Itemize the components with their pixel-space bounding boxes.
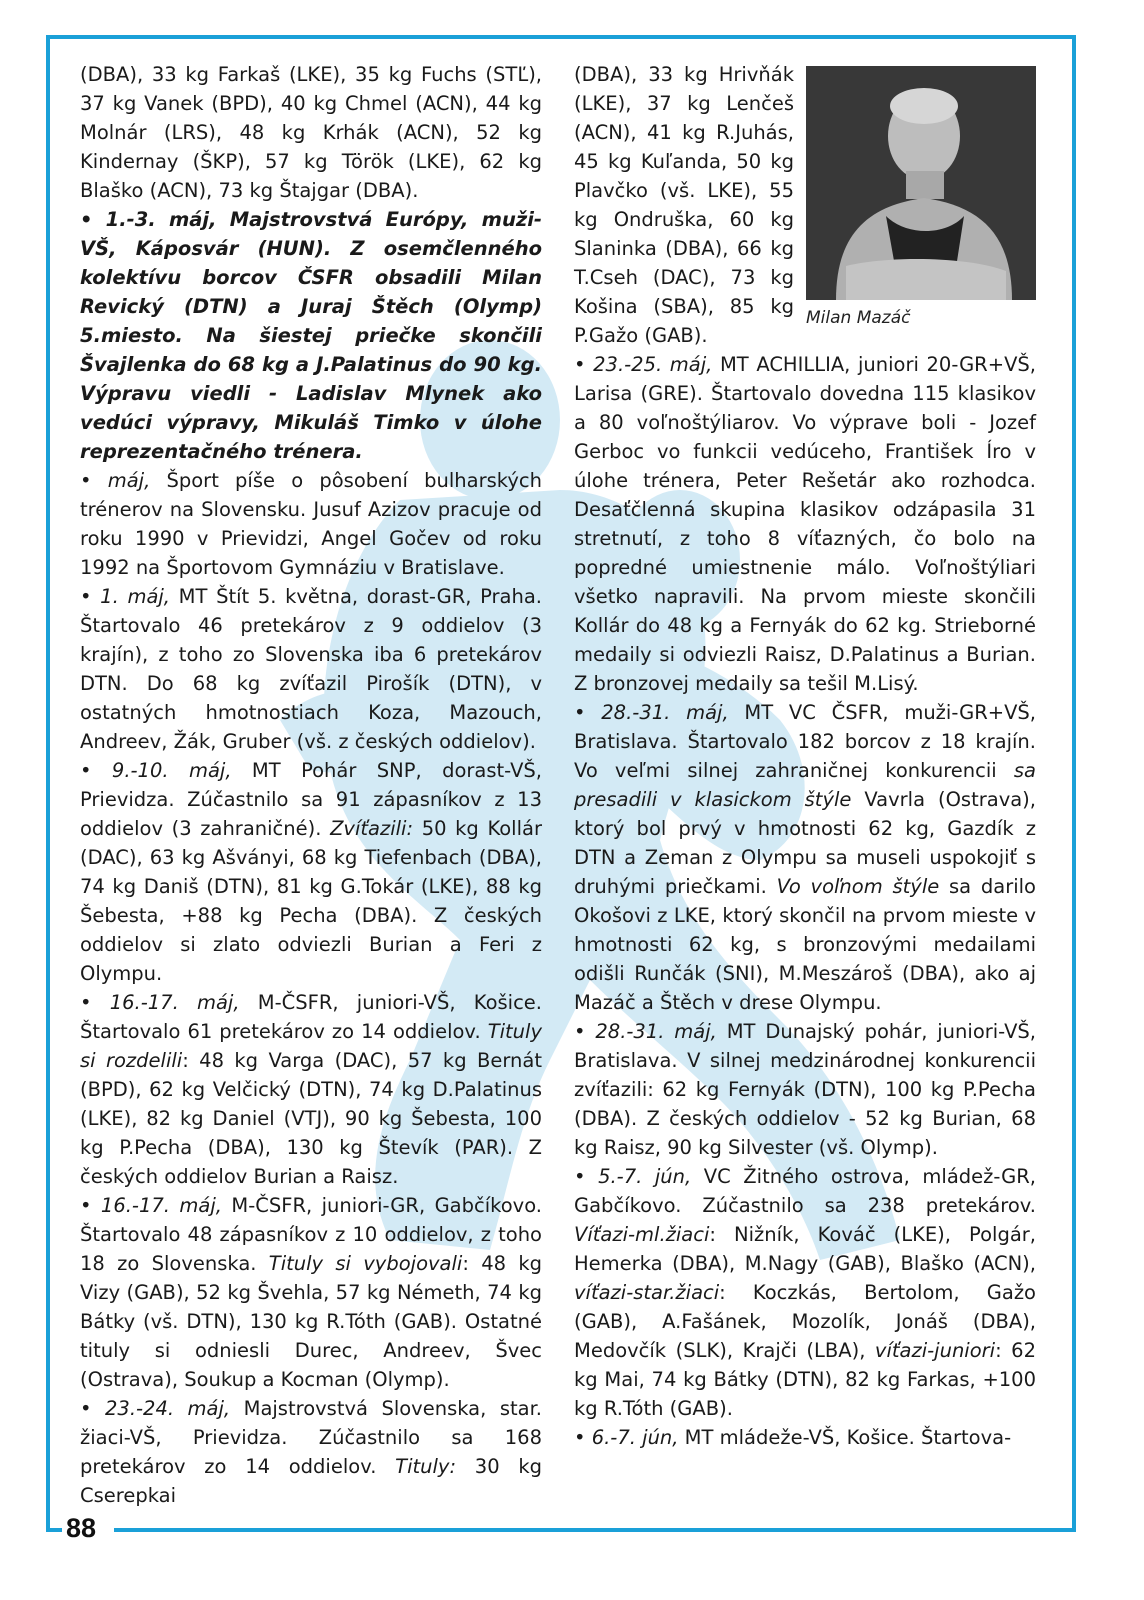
text-run: 50 kg Kollár (DAC), 63 kg Ašványi, 68 kg Tiefenbach (DBA), 74 kg Daniš (DTN), 81 kg G.Tokár (LKE), 88 kg Šebesta, +88 kg Pecha (DBA). Z českých oddielov si zlato odviezli Burian a Feri z Olympu. [80,817,542,985]
photo-caption: Milan Mazáč [806,308,911,328]
right-paragraph [574,1162,1036,1423]
text-run: • [574,1426,592,1449]
right-column [574,60,1036,1452]
text-run: 23.-25. máj, [593,353,713,376]
text-run: Tituly si rozdelili [80,1020,542,1072]
text-run: : 62 kg Mai, 74 kg Bátky (DTN), 82 kg Farkas, +100 kg R.Tóth (GAB). [574,1339,1036,1420]
text-run: MT Dunajský pohár, juniori-VŠ, Bratislava. V silnej medzinárodnej konkurencii zvíťazili: 62 kg Fernyák (DTN), 100 kg P.Pecha (DBA). Z českých oddielov - 52 kg Burian, 68 kg Raisz, 90 kg Silvester (vš. Olymp). [574,1020,1036,1159]
text-run: máj, [107,469,151,492]
text-run: 30 kg Cserepkai [80,1455,543,1507]
left-paragraph [80,582,542,756]
text-run: • [574,1165,599,1188]
text-run: Tituly si vybojovali [268,1252,463,1275]
page-number: 88 [66,1513,97,1543]
text-run: • 1.-3. máj, Majstrovstvá Európy, muži-VŠ, Káposvár (HUN). Z osemčlenného kolektívu borcov ČSFR obsadili Milan Revický (DTN) a Juraj Štěch (Olymp) 5.miesto. Na šiestej priečke skončili Švajlenka do 68 kg a J.Palatinus do 90 kg. Výpravu viedli - Ladislav Mlynek ako vedúci výpravy, Mikuláš Timko v úlohe reprezentačného trénera. [80,208,542,463]
text-run: : 48 kg Varga (DAC), 57 kg Bernát (BPD), 62 kg Velčický (DTN), 74 kg D.Palatinus (LKE), 82 kg Daniel (VTJ), 90 kg Šebesta, 100 kg P.Pecha (DBA), 130 kg Števík (PAR). Z českých oddielov Burian a Raisz. [80,1049,542,1188]
text-run: • [80,1397,105,1420]
text-run: víťazi-juniori [874,1339,996,1362]
text-run: 28.-31. máj, [601,701,729,724]
text-run: MT ACHILLIA, juniori 20-GR+VŠ, Larisa (GRE). Štartovalo dovedna 115 klasikov a 80 voľnoštýliarov. Vo výprave boli - Jozef Gerboc vo funkcii vedúceho, František Íro v úlohe trénera, Peter Rešetár ako rozhodca. Desaťčlenná skupina klasikov odzápasila 31 stretnutí, z toho 8 víťazných, čo bolo na popredné umiestnenie málo. Voľnoštýliari všetko napravili. Na prvom mieste skončili Kollár do 48 kg a Fernyák do 62 kg. Strieborné medaily si odviezli Raisz, D.Palatinus a Burian. Z bronzovej medaily sa tešil M.Lisý. [574,353,1036,695]
text-run: M-ČSFR, juniori-VŠ, Košice. Štartovalo 61 pretekárov zo 14 oddielov. [80,991,542,1043]
portrait-photo [806,66,1036,300]
text-run: : 48 kg Vizy (GAB), 52 kg Švehla, 57 kg Németh, 74 kg Bátky (vš. DTN), 130 kg R.Tóth (GAB). Ostatné tituly si odniesli Durec, Andreev, Švec (Ostrava), Soukup a Kocman (Olymp). [80,1252,542,1391]
text-run: 9.-10. máj, [111,759,232,782]
left-paragraph [80,205,542,466]
left-paragraph [80,988,542,1191]
text-run: MT mládeže-VŠ, Košice. Štartova- [678,1426,1012,1449]
text-run: 16.-17. máj, [100,1194,222,1217]
text-run: 5.-7. jún, [598,1165,692,1188]
text-run: Vo voľnom štýle [776,875,940,898]
text-run: 23.-24. máj, [105,1397,231,1420]
right-paragraph [574,350,1036,698]
text-run: (DBA), 33 kg Farkaš (LKE), 35 kg Fuchs (STĽ), 37 kg Vanek (BPD), 40 kg Chmel (ACN), 44 kg Molnár (LRS), 48 kg Krhák (ACN), 52 kg Kindernay (ŠKP), 57 kg Török (LKE), 62 kg Blaško (ACN), 73 kg Štajgar (DBA). [80,63,542,202]
text-run: • [80,469,108,492]
text-run: • [574,353,594,376]
text-run: • [80,585,101,608]
left-paragraph [80,756,542,988]
text-run: Zvíťazili: [330,817,414,840]
text-run: sa darilo Okošovi z LKE, ktorý skončil na prvom mieste v hmotnosti 62 kg, s bronzovými medailami odišli Runčák (SNI), M.Meszároš (DBA), ako aj Mazáč a Štěch v drese Olympu. [574,875,1036,1014]
left-paragraph [80,60,542,205]
text-run: VC Žitného ostrova, mládež-GR, Gabčíkovo. Zúčastnilo sa 238 pretekárov. [574,1165,1037,1217]
text-run: Šport píše o pôsobení bulharských trénerov na Slovensku. Jusuf Azizov pracuje od roku 1990 v Prievidzi, Angel Gočev od roku 1992 na Športovom Gymnáziu v Bratislave. [80,469,542,579]
text-run: : Koczkás, Bertolom, Gažo (GAB), A.Fašánek, Mozolík, Jonáš (DBA), Medovčík (SLK), Krajči (LBA), [574,1281,1036,1362]
right-paragraph [574,698,1036,1017]
text-run: 28.-31. máj, [595,1020,717,1043]
text-run: Majstrovstvá Slovenska, star. žiaci-VŠ, Prievidza. Zúčastnilo sa 168 pretekárov zo 14 oddielov. [80,1397,543,1478]
left-paragraph [80,1394,542,1510]
text-run: Tituly: [395,1455,457,1478]
text-run: : Nižník, Kováč (LKE), Polgár, Hemerka (DBA), M.Nagy (GAB), Blaško (ACN), [574,1223,1036,1275]
page-border-bottom-right [114,1528,1076,1532]
text-run: • [80,759,112,782]
right-paragraph [574,1423,1036,1452]
text-run: • [80,991,110,1014]
text-run: MT VC ČSFR, muži-GR+VŠ, Bratislava. Štartovalo 182 borcov z 18 krajín. Vo veľmi silnej zahraničnej konkurencii [574,701,1037,782]
text-run: MT Pohár SNP, dorast-VŠ, Prievidza. Zúčastnilo sa 91 zápasníkov z 13 oddielov (3 zahraničné). [80,759,542,840]
text-run: (DBA), 33 kg Hrivňák (LKE), 37 kg Lenčeš (ACN), 41 kg R.Juhás, 45 kg Kuľanda, 50 kg Plavčko (vš. LKE), 55 kg Ondruška, 60 kg Slaninka (DBA), 66 kg T.Cseh (DAC), 73 kg Košina (SBA), 85 kg P.Gažo (GAB). [574,63,794,347]
text-run: • [80,1194,101,1217]
text-run: MT Štít 5. května, dorast-GR, Praha. Štartovalo 46 pretekárov z 9 oddielov (3 krajín), z toho zo Slovenska iba 6 pretekárov DTN. Do 68 kg zvíťazil Pirošík (DTN), v ostatných hmotnostiach Koza, Mazouch, Andreev, Žák, Gruber (vš. z českých oddielov). [80,585,542,753]
text-run: • [574,701,602,724]
left-paragraph [80,466,542,582]
text-run: 16.-17. máj, [109,991,240,1014]
text-run: víťazi-star.žiaci [574,1281,720,1304]
photo-block [806,66,1036,330]
text-run: Vavrla (Ostrava), ktorý bol prvý v hmotnosti 62 kg, Gazdík z DTN a Zeman z Olympu sa museli uspokojiť s druhými priečkami. [574,788,1036,898]
left-column [80,60,542,1510]
page-border-bottom-left [46,1528,62,1532]
left-paragraph [80,1191,542,1394]
text-run: • [574,1020,596,1043]
text-run: 6.-7. jún, [591,1426,679,1449]
text-run: 1. máj, [100,585,171,608]
text-run: sa presadili v klasickom štýle [574,759,1036,811]
text-run: M-ČSFR, juniori-GR, Gabčíkovo. Štartovalo 48 zápasníkov z 10 oddielov, z toho 18 zo Slovenska. [80,1194,542,1275]
text-run: Víťazi-ml.žiaci [574,1223,710,1246]
right-paragraph [574,1017,1036,1162]
